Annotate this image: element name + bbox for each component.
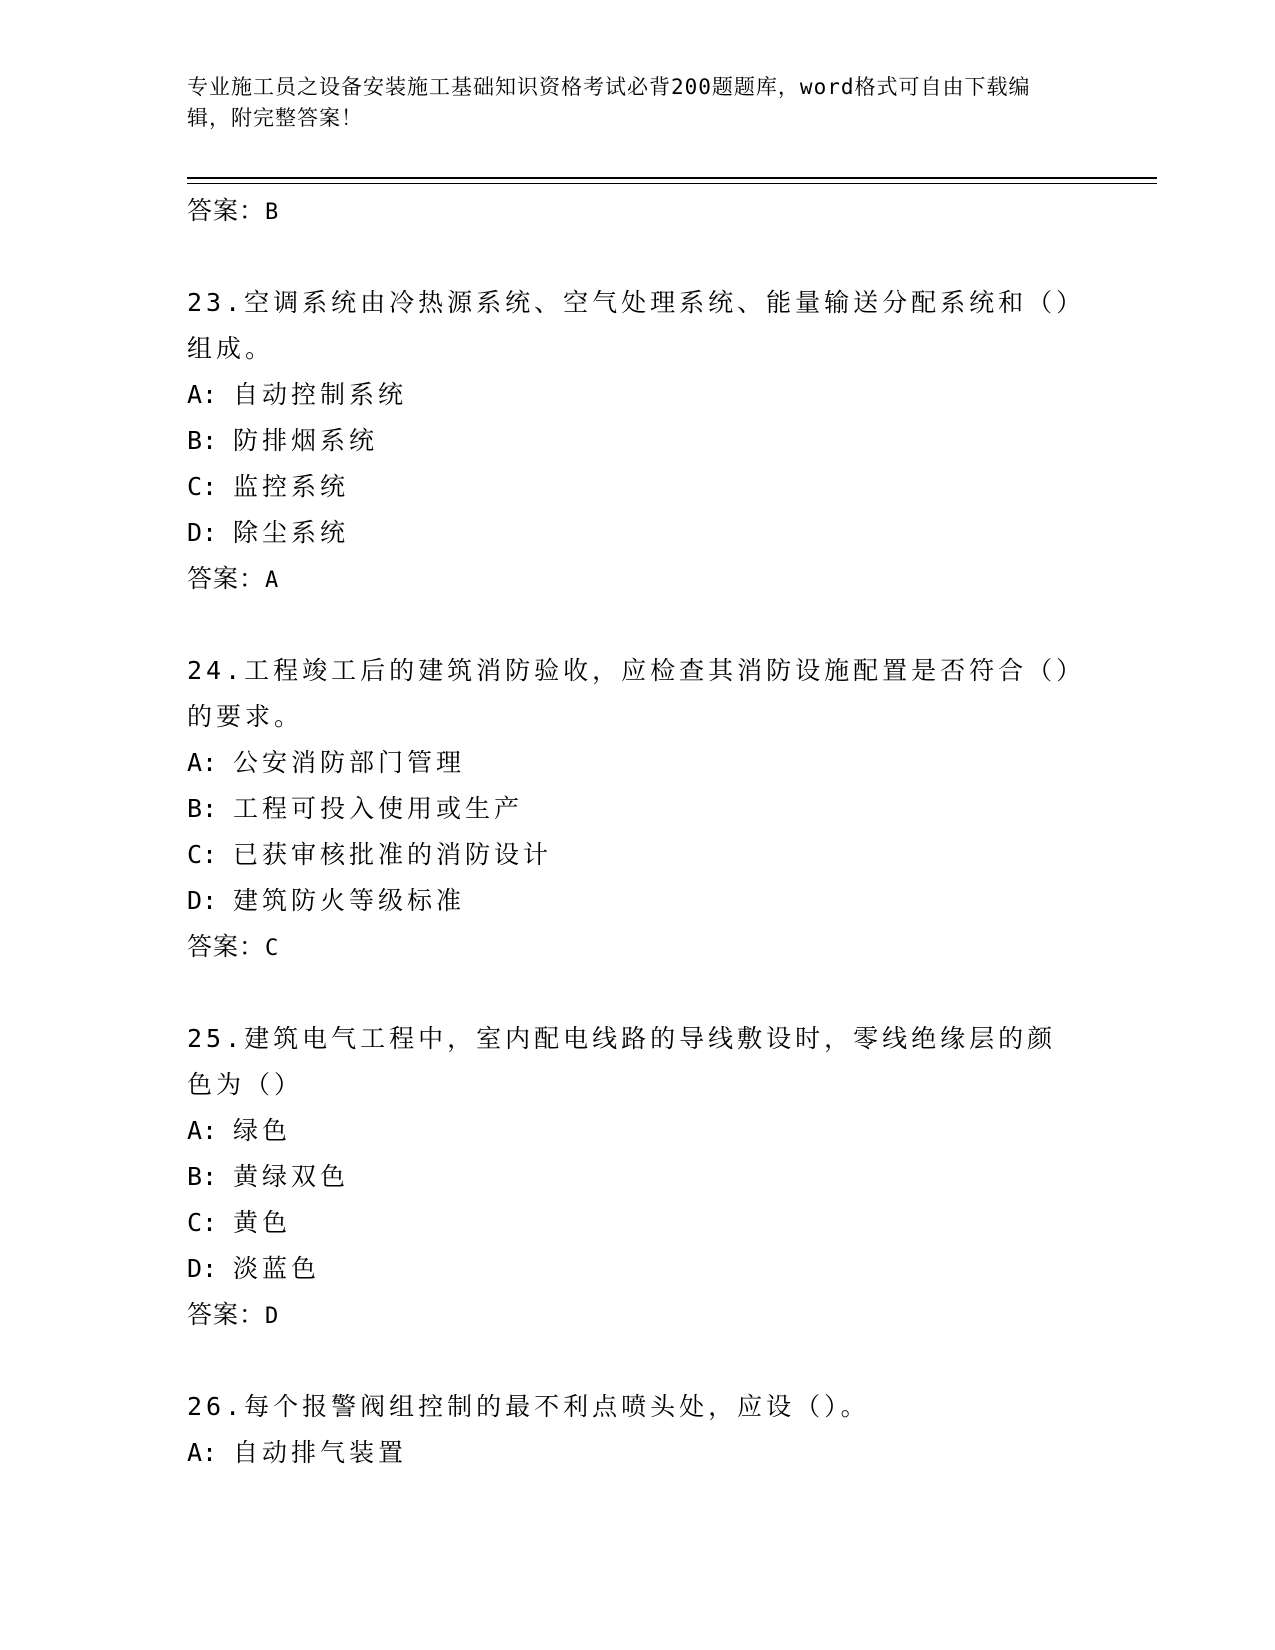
option-label: B:: [187, 426, 218, 455]
answer-line: [187, 556, 1087, 602]
question-list: [187, 188, 1087, 1476]
option-text: 防排烟系统: [233, 426, 379, 455]
option-label: B:: [187, 1162, 218, 1191]
option-item: [187, 1108, 1087, 1154]
option-text: 黄色: [233, 1208, 292, 1237]
question-stem: 24.工程竣工后的建筑消防验收，应检查其消防设施配置是否符合（）的要求。: [187, 656, 1073, 731]
option-text: 建筑防火等级标准: [233, 886, 466, 915]
option-text: 工程可投入使用或生产: [233, 794, 524, 823]
option-text: 自动控制系统: [233, 380, 408, 409]
question-stem: 25.建筑电气工程中，室内配电线路的导线敷设时，零线绝缘层的颜色为（）: [187, 1024, 1057, 1099]
option-label: A:: [187, 1116, 218, 1145]
option-item: [187, 464, 1087, 510]
option-item: [187, 418, 1087, 464]
option-item: [187, 832, 1087, 878]
option-item: [187, 786, 1087, 832]
header-rule-thin: [187, 183, 1157, 184]
option-text: 除尘系统: [233, 518, 350, 547]
option-label: A:: [187, 380, 218, 409]
option-label: D:: [187, 886, 218, 915]
answer-label: 答案：: [187, 564, 266, 593]
option-text: 绿色: [233, 1116, 292, 1145]
answer-line: [187, 1292, 1087, 1338]
option-item: [187, 510, 1087, 556]
answer-value: C: [265, 936, 280, 961]
option-item: [187, 1246, 1087, 1292]
option-text: 监控系统: [233, 472, 350, 501]
answer-label: 答案：: [187, 1300, 266, 1329]
option-label: C:: [187, 1208, 218, 1237]
answer-line: [187, 188, 1087, 234]
question-stem: 23.空调系统由冷热源系统、空气处理系统、能量输送分配系统和（）组成。: [187, 288, 1073, 363]
option-text: 公安消防部门管理: [233, 748, 466, 777]
option-text: 自动排气装置: [233, 1438, 408, 1467]
option-text: 已获审核批准的消防设计: [233, 840, 553, 869]
option-label: A:: [187, 748, 218, 777]
question-stem: 26.每个报警阀组控制的最不利点喷头处，应设（）。: [187, 1392, 870, 1421]
answer-label: 答案：: [187, 196, 266, 225]
option-item: [187, 740, 1087, 786]
option-label: D:: [187, 1254, 218, 1283]
option-item: [187, 878, 1087, 924]
option-label: C:: [187, 472, 218, 501]
option-item: [187, 1200, 1087, 1246]
header-rule-thick: [187, 177, 1157, 179]
answer-line: [187, 924, 1087, 970]
option-label: D:: [187, 518, 218, 547]
option-label: B:: [187, 794, 218, 823]
answer-label: 答案：: [187, 932, 266, 961]
answer-value: A: [265, 568, 280, 593]
option-item: [187, 372, 1087, 418]
document-header: 专业施工员之设备安装施工基础知识资格考试必背200题题库，word格式可自由下载编辑，附完整答案！: [187, 75, 1031, 130]
option-item: [187, 1154, 1087, 1200]
answer-value: D: [265, 1304, 280, 1329]
option-label: C:: [187, 840, 218, 869]
option-label: A:: [187, 1438, 218, 1467]
option-text: 淡蓝色: [233, 1254, 321, 1283]
answer-value: B: [265, 200, 280, 225]
option-text: 黄绿双色: [233, 1162, 350, 1191]
option-item: [187, 1430, 1087, 1476]
